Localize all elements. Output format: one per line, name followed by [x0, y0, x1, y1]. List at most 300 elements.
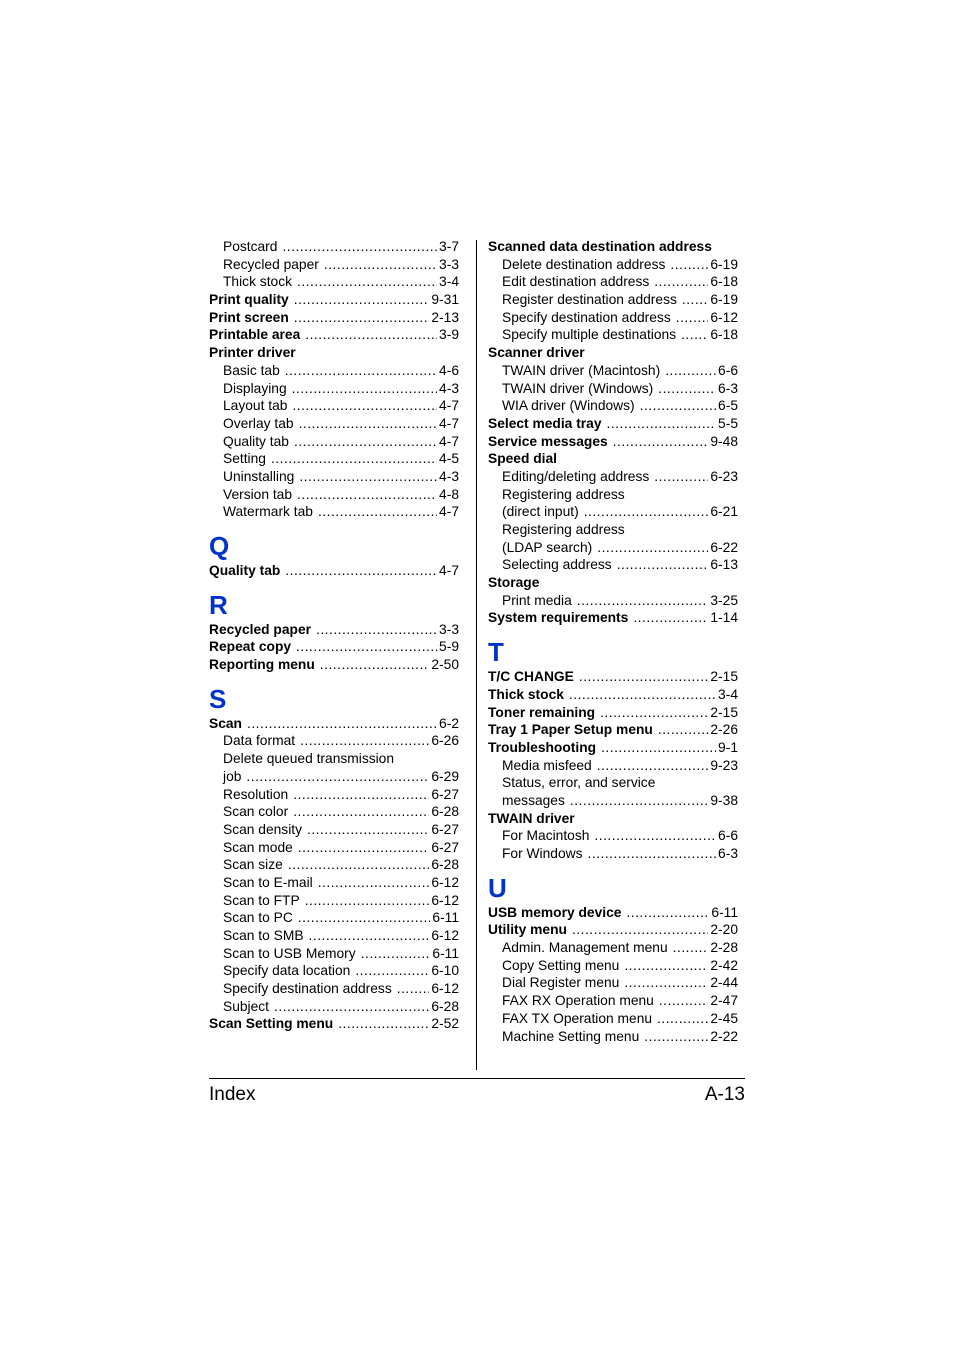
- index-subentry: [209, 380, 459, 398]
- index-subentry: [488, 539, 738, 557]
- dot-leader: [292, 397, 437, 415]
- entry-label: Media misfeed: [502, 757, 592, 773]
- index-subentry: [209, 839, 459, 857]
- index-subentry: [488, 397, 738, 415]
- index-entry: [488, 704, 738, 722]
- index-entry: [488, 686, 738, 704]
- entry-label: Thick stock: [223, 274, 292, 290]
- dot-leader: [600, 704, 708, 722]
- section-letter-heading: Q: [209, 531, 230, 561]
- dot-leader: [624, 957, 708, 975]
- footer-page-number: A-13: [704, 1084, 745, 1105]
- entry-label: FAX RX Operation menu: [502, 993, 654, 1009]
- entry-page-ref: 9-48: [710, 433, 738, 449]
- entry-page-ref: 2-22: [710, 1028, 738, 1044]
- index-subentry: [209, 397, 459, 415]
- dot-leader: [673, 939, 709, 957]
- entry-label: Thick stock: [488, 686, 564, 702]
- index-column-right: [488, 238, 738, 1045]
- index-entry: [488, 921, 738, 939]
- entry-page-ref: 4-6: [439, 362, 459, 378]
- dot-leader: [294, 309, 430, 327]
- dot-leader: [579, 668, 709, 686]
- entry-label: TWAIN driver: [488, 810, 575, 826]
- entry-label: Delete queued transmission: [223, 751, 395, 767]
- entry-page-ref: 6-13: [710, 557, 738, 573]
- entry-label: messages: [502, 792, 565, 808]
- entry-page-ref: 6-10: [431, 963, 459, 979]
- entry-page-ref: 6-5: [718, 398, 738, 414]
- entry-label: Utility menu: [488, 922, 567, 938]
- index-entry: [488, 574, 738, 592]
- index-subentry: [209, 892, 459, 910]
- index-subentry: [488, 380, 738, 398]
- dot-leader: [305, 326, 437, 344]
- index-entry: [488, 344, 738, 362]
- dot-leader: [305, 892, 430, 910]
- dot-leader: [572, 921, 708, 939]
- dot-leader: [285, 362, 437, 380]
- index-subentry: [209, 909, 459, 927]
- index-subentry: [209, 998, 459, 1016]
- index-entry: [209, 309, 459, 327]
- dot-leader: [309, 927, 430, 945]
- entry-label: Scan to PC: [223, 910, 293, 926]
- dot-leader: [654, 468, 708, 486]
- entry-page-ref: 6-27: [431, 839, 459, 855]
- index-subentry: [488, 757, 738, 775]
- dot-leader: [316, 621, 437, 639]
- index-subentry: [488, 556, 738, 574]
- index-subentry: [209, 256, 459, 274]
- entry-page-ref: 2-50: [431, 657, 459, 673]
- entry-page-ref: 4-7: [439, 433, 459, 449]
- entry-page-ref: 6-22: [710, 539, 738, 555]
- index-subentry: [209, 503, 459, 521]
- dot-leader: [292, 380, 437, 398]
- entry-label: Quality tab: [223, 433, 289, 449]
- entry-label: Machine Setting menu: [502, 1028, 640, 1044]
- dot-leader: [569, 686, 716, 704]
- index-entry: [488, 609, 738, 627]
- entry-page-ref: 2-47: [710, 993, 738, 1009]
- entry-label: Print quality: [209, 292, 289, 308]
- dot-leader: [624, 974, 708, 992]
- entry-label: Scanned data destination address: [488, 239, 712, 254]
- entry-page-ref: 6-12: [431, 928, 459, 943]
- entry-label: Postcard: [223, 239, 278, 254]
- index-entry: [209, 656, 459, 674]
- index-subentry: [209, 273, 459, 291]
- entry-label: FAX TX Operation menu: [502, 1010, 653, 1026]
- entry-label: Toner remaining: [488, 704, 596, 720]
- index-subentry: [488, 362, 738, 380]
- entry-label: Editing/deleting address: [502, 468, 650, 484]
- entry-label: Subject: [223, 998, 270, 1014]
- index-entry: [488, 415, 738, 433]
- index-subentry: [488, 845, 738, 863]
- entry-page-ref: 2-44: [710, 975, 738, 991]
- index-subentry: [488, 792, 738, 810]
- entry-page-ref: 2-15: [710, 669, 738, 685]
- index-subentry: [209, 927, 459, 945]
- entry-page-ref: 2-13: [431, 309, 459, 325]
- dot-leader: [318, 874, 430, 892]
- index-subentry: [209, 945, 459, 963]
- dot-leader: [617, 556, 709, 574]
- dot-leader: [654, 273, 708, 291]
- entry-page-ref: 3-4: [439, 274, 459, 290]
- index-subentry: [488, 1010, 738, 1028]
- entry-label: Specify destination address: [223, 981, 392, 997]
- dot-leader: [294, 291, 430, 309]
- entry-label: (direct input): [502, 504, 579, 520]
- index-subentry: [209, 768, 459, 786]
- entry-page-ref: 9-23: [710, 757, 738, 773]
- dot-leader: [676, 309, 709, 327]
- entry-label: Printer driver: [209, 345, 296, 361]
- entry-page-ref: 1-14: [710, 610, 738, 626]
- dot-leader: [296, 638, 437, 656]
- column-divider: [476, 240, 477, 1070]
- index-subentry: [209, 874, 459, 892]
- entry-label: Tray 1 Paper Setup menu: [488, 722, 653, 738]
- entry-label: Dial Register menu: [502, 975, 620, 991]
- index-subentry: [488, 827, 738, 845]
- entry-page-ref: 4-7: [439, 563, 459, 578]
- entry-page-ref: 6-28: [431, 857, 459, 873]
- dot-leader: [361, 945, 431, 963]
- entry-label: Layout tab: [223, 398, 288, 414]
- entry-page-ref: 6-26: [431, 733, 459, 749]
- dot-leader: [318, 503, 437, 521]
- index-subentry: [488, 957, 738, 975]
- entry-label: Admin. Management menu: [502, 940, 668, 956]
- dot-leader: [246, 768, 429, 786]
- section-letter-heading: U: [488, 872, 507, 903]
- dot-leader: [297, 486, 437, 504]
- index-subentry: [488, 326, 738, 344]
- index-subentry: [209, 450, 459, 468]
- entry-page-ref: 4-5: [439, 451, 459, 467]
- dot-leader: [597, 539, 708, 557]
- dot-leader: [681, 326, 708, 344]
- index-subentry: [209, 980, 459, 998]
- entry-label: Scan to SMB: [223, 928, 304, 943]
- dot-leader: [282, 238, 437, 256]
- entry-label: Specify multiple destinations: [502, 327, 677, 343]
- index-subentry: [209, 433, 459, 451]
- entry-page-ref: 6-23: [710, 468, 738, 484]
- entry-page-ref: 6-2: [439, 715, 459, 731]
- entry-label: Reporting menu: [209, 657, 315, 673]
- entry-label: Registering address: [502, 522, 625, 537]
- index-entry: [209, 621, 459, 639]
- dot-leader: [271, 450, 437, 468]
- entry-page-ref: 3-7: [439, 239, 459, 254]
- section-letter-heading: T: [488, 637, 504, 668]
- entry-label: TWAIN driver (Windows): [502, 380, 654, 396]
- entry-page-ref: 6-29: [431, 768, 459, 784]
- entry-page-ref: 6-27: [431, 786, 459, 802]
- entry-label: Print screen: [209, 309, 289, 325]
- entry-label: Printable area: [209, 327, 301, 343]
- dot-leader: [293, 803, 429, 821]
- footer-section-title: Index: [209, 1084, 256, 1105]
- entry-page-ref: 6-12: [431, 892, 459, 908]
- entry-page-ref: 3-3: [439, 621, 459, 637]
- index-entry: [488, 810, 738, 828]
- entry-label: Selecting address: [502, 557, 612, 573]
- entry-label: Scan to USB Memory: [223, 945, 356, 961]
- section-letter-heading: R: [209, 589, 228, 620]
- entry-page-ref: 6-28: [431, 804, 459, 820]
- dot-leader: [298, 839, 430, 857]
- entry-label: Watermark tab: [223, 504, 313, 520]
- entry-label: TWAIN driver (Macintosh): [502, 362, 661, 378]
- dot-leader: [294, 433, 437, 451]
- dot-leader: [285, 562, 437, 580]
- index-subentry: [488, 774, 738, 792]
- entry-label: Copy Setting menu: [502, 957, 620, 973]
- entry-page-ref: 6-11: [711, 904, 738, 920]
- entry-page-ref: 4-7: [439, 398, 459, 414]
- entry-page-ref: 6-19: [710, 256, 738, 272]
- entry-page-ref: 6-18: [710, 327, 738, 343]
- entry-label: Recycled paper: [223, 256, 319, 272]
- index-subentry: [488, 592, 738, 610]
- entry-label: Setting: [223, 451, 266, 467]
- entry-page-ref: 4-3: [439, 468, 459, 484]
- entry-label: Scan mode: [223, 839, 293, 855]
- dot-leader: [640, 397, 716, 415]
- entry-label: Scan density: [223, 821, 302, 837]
- entry-label: Quality tab: [209, 563, 281, 578]
- section-letter-heading: S: [209, 683, 227, 714]
- dot-leader: [274, 998, 429, 1016]
- dot-leader: [298, 909, 431, 927]
- index-entry: [209, 291, 459, 309]
- entry-label: Specify data location: [223, 963, 351, 979]
- index-column-left: [209, 238, 459, 1033]
- entry-label: Select media tray: [488, 415, 602, 431]
- dot-leader: [297, 273, 437, 291]
- entry-label: For Macintosh: [502, 828, 590, 844]
- entry-label: Scan Setting menu: [209, 1016, 334, 1032]
- dot-leader: [682, 291, 709, 309]
- dot-leader: [355, 962, 429, 980]
- index-subentry: [488, 256, 738, 274]
- index-entry: [209, 326, 459, 344]
- entry-label: Recycled paper: [209, 621, 311, 637]
- entry-page-ref: 2-45: [710, 1010, 738, 1026]
- entry-page-ref: 3-3: [439, 256, 459, 272]
- dot-leader: [670, 256, 708, 274]
- index-entry: [488, 904, 738, 922]
- dot-leader: [588, 845, 717, 863]
- dot-leader: [299, 415, 437, 433]
- entry-label: Registering address: [502, 486, 625, 502]
- entry-page-ref: 2-42: [710, 957, 738, 973]
- entry-label: USB memory device: [488, 904, 622, 920]
- entry-page-ref: 6-18: [710, 274, 738, 290]
- entry-label: job: [223, 768, 242, 784]
- entry-label: System requirements: [488, 610, 629, 626]
- dot-leader: [247, 715, 437, 733]
- entry-label: Uninstalling: [223, 468, 295, 484]
- index-subentry: [488, 992, 738, 1010]
- dot-leader: [597, 757, 709, 775]
- entry-page-ref: 2-20: [710, 922, 738, 938]
- entry-label: Resolution: [223, 786, 289, 802]
- index-subentry: [209, 486, 459, 504]
- entry-label: T/C CHANGE: [488, 669, 574, 685]
- dot-leader: [293, 786, 429, 804]
- entry-page-ref: 2-28: [710, 940, 738, 956]
- dot-leader: [288, 856, 430, 874]
- entry-page-ref: 6-3: [718, 846, 738, 861]
- index-subentry: [488, 939, 738, 957]
- entry-page-ref: 4-8: [439, 486, 459, 502]
- entry-label: Delete destination address: [502, 256, 666, 272]
- index-entry: [488, 721, 738, 739]
- dot-leader: [659, 992, 709, 1010]
- entry-label: Register destination address: [502, 292, 677, 308]
- entry-label: Service messages: [488, 433, 608, 449]
- entry-page-ref: 6-11: [432, 945, 459, 961]
- dot-leader: [665, 362, 716, 380]
- index-subentry: [488, 1028, 738, 1046]
- index-entry: [488, 238, 738, 256]
- entry-page-ref: 2-52: [431, 1016, 459, 1032]
- index-subentry: [488, 503, 738, 521]
- dot-leader: [613, 433, 709, 451]
- entry-label: Basic tab: [223, 362, 280, 378]
- entry-label: Status, error, and service: [502, 775, 656, 791]
- entry-page-ref: 4-3: [439, 380, 459, 396]
- entry-page-ref: 2-15: [710, 704, 738, 720]
- dot-leader: [397, 980, 430, 998]
- entry-page-ref: 6-6: [718, 828, 738, 844]
- entry-page-ref: 6-12: [431, 981, 459, 997]
- index-subentry: [209, 732, 459, 750]
- dot-leader: [307, 821, 429, 839]
- entry-page-ref: 9-31: [431, 292, 459, 308]
- entry-page-ref: 6-27: [431, 821, 459, 837]
- entry-label: Overlay tab: [223, 415, 294, 431]
- entry-label: Version tab: [223, 486, 293, 502]
- index-subentry: [209, 362, 459, 380]
- index-subentry: [209, 786, 459, 804]
- entry-label: Scan: [209, 715, 242, 731]
- entry-label: Edit destination address: [502, 274, 650, 290]
- entry-page-ref: 4-7: [439, 504, 459, 520]
- dot-leader: [584, 503, 709, 521]
- entry-page-ref: 6-28: [431, 998, 459, 1014]
- dot-leader: [607, 415, 717, 433]
- entry-label: Print media: [502, 592, 572, 608]
- dot-leader: [320, 656, 430, 674]
- index-entry: [209, 1015, 459, 1033]
- dot-leader: [570, 792, 708, 810]
- index-subentry: [209, 821, 459, 839]
- dot-leader: [299, 468, 437, 486]
- entry-label: Scan to FTP: [223, 892, 300, 908]
- footer-rule: [209, 1078, 745, 1079]
- dot-leader: [601, 739, 716, 757]
- entry-label: Repeat copy: [209, 639, 292, 655]
- entry-page-ref: 4-7: [439, 415, 459, 431]
- index-subentry: [488, 521, 738, 539]
- entry-label: Scanner driver: [488, 345, 585, 361]
- dot-leader: [577, 592, 709, 610]
- entry-page-ref: 3-9: [439, 327, 459, 343]
- index-entry: [209, 562, 459, 580]
- index-subentry: [209, 856, 459, 874]
- index-subentry: [209, 468, 459, 486]
- entry-label: Speed dial: [488, 451, 558, 467]
- dot-leader: [644, 1028, 708, 1046]
- entry-page-ref: 3-25: [710, 592, 738, 608]
- entry-label: Troubleshooting: [488, 739, 597, 755]
- dot-leader: [657, 1010, 708, 1028]
- entry-label: WIA driver (Windows): [502, 398, 635, 414]
- entry-page-ref: 6-19: [710, 292, 738, 308]
- index-entry: [488, 739, 738, 757]
- entry-page-ref: 6-6: [718, 362, 738, 378]
- entry-page-ref: 2-26: [710, 722, 738, 738]
- index-entry: [488, 433, 738, 451]
- entry-label: Scan to E-mail: [223, 874, 313, 890]
- entry-page-ref: 3-4: [718, 686, 738, 702]
- entry-label: Data format: [223, 733, 296, 749]
- index-entry: [209, 638, 459, 656]
- entry-label: For Windows: [502, 846, 583, 861]
- index-subentry: [209, 750, 459, 768]
- dot-leader: [633, 609, 708, 627]
- dot-leader: [324, 256, 437, 274]
- index-entry: [488, 668, 738, 686]
- index-entry: [209, 715, 459, 733]
- entry-page-ref: 5-9: [439, 639, 459, 655]
- entry-page-ref: 6-21: [710, 504, 738, 520]
- index-subentry: [209, 803, 459, 821]
- entry-page-ref: 6-12: [710, 309, 738, 325]
- index-subentry: [209, 415, 459, 433]
- dot-leader: [594, 827, 716, 845]
- index-subentry: [488, 974, 738, 992]
- entry-label: Scan size: [223, 857, 283, 873]
- dot-leader: [658, 380, 716, 398]
- dot-leader: [338, 1015, 429, 1033]
- index-subentry: [488, 309, 738, 327]
- index-subentry: [209, 238, 459, 256]
- entry-page-ref: 6-3: [718, 380, 738, 396]
- entry-label: Specify destination address: [502, 309, 671, 325]
- index-subentry: [209, 962, 459, 980]
- entry-label: Displaying: [223, 380, 287, 396]
- dot-leader: [626, 904, 709, 922]
- entry-page-ref: 9-1: [718, 739, 738, 755]
- index-subentry: [488, 291, 738, 309]
- dot-leader: [300, 732, 429, 750]
- entry-label: Scan color: [223, 804, 289, 820]
- entry-page-ref: 5-5: [718, 415, 738, 431]
- index-subentry: [488, 273, 738, 291]
- entry-label: (LDAP search): [502, 539, 593, 555]
- entry-page-ref: 6-11: [432, 910, 459, 926]
- index-entry: [209, 344, 459, 362]
